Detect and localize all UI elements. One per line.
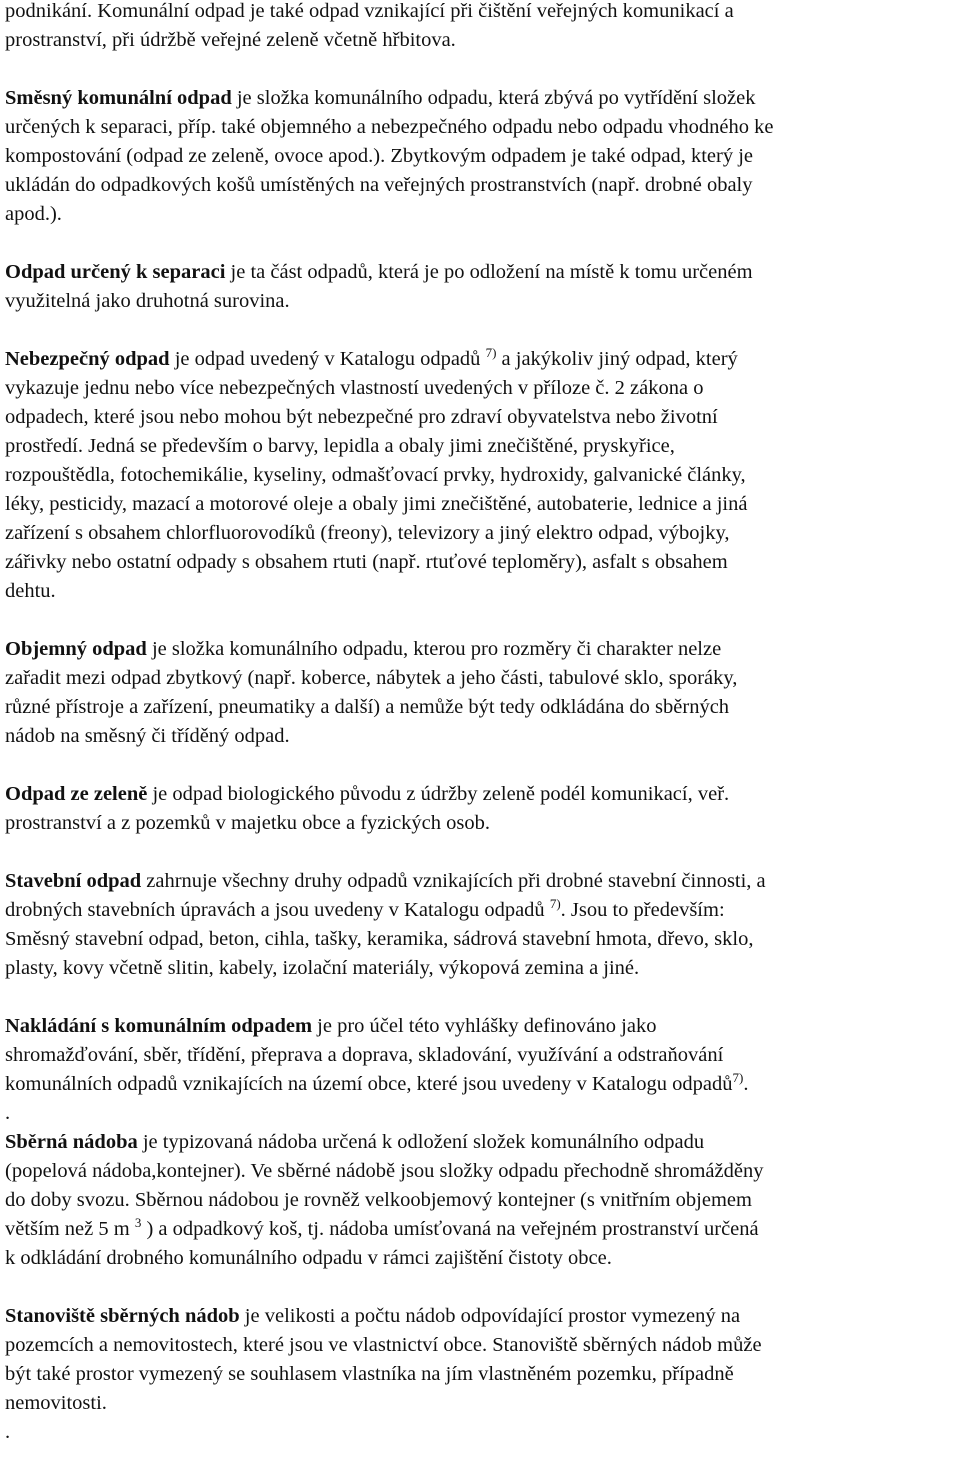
paragraph-nakladani-s-komunalnim-odpadem <box>5 1012 955 1128</box>
footnote-reference: 7) <box>732 1070 744 1085</box>
paragraph-text: je typizovaná nádoba určená k odložení složek komunálního odpadu (popelová nádoba,kontejner). Ve sběrné nádobě jsou složky odpadu přechodně shromážděny do doby svozu. Sběrnou nádobou je rovněž velkoobjemový kontejner (s vnitřním objemem větším než 5 m <box>5 1131 764 1240</box>
superscript-exponent: 3 <box>134 1215 142 1230</box>
definition-term: Stavební odpad <box>5 870 142 892</box>
definition-term: Směsný komunální odpad <box>5 87 232 109</box>
definition-term: Objemný odpad <box>5 638 147 660</box>
paragraph-text: je složka komunálního odpadu, kterou pro rozměry či charakter nelze zařadit mezi odpad zbytkový (např. koberce, nábytek a jeho části, tabulové sklo, sporáky, různé přístroje a zařízení, pneumatiky a další) a nemůže být tedy odkládána do sběrných nádob na směsný či tříděný odpad. <box>5 638 738 747</box>
paragraph-text: je odpad uvedený v Katalogu odpadů <box>169 348 486 370</box>
paragraph-text: je složka komunálního odpadu, která zbývá po vytřídění složek určených k separaci, příp. také objemného a nebezpečného odpadu nebo odpadu vhodného ke kompostování (odpad ze zeleně, ovoce apod.). Zbytkovým odpadem je také odpad, který je ukládán do odpadkových košů umístěných na veřejných prostranstvích (např. drobné obaly apod.). <box>5 87 774 225</box>
paragraph-text: . Jsou to především: Směsný stavební odpad, beton, cihla, tašky, keramika, sádrová stavební hmota, dřevo, sklo, plasty, kovy včetně slitin, kabely, izolační materiály, výkopová zemina a jiné. <box>5 899 754 979</box>
paragraph-text: zahrnuje všechny druhy odpadů vznikajících při drobné stavební činnosti, a drobných stavebních úpravách a jsou uvedeny v Katalogu odpadů <box>5 870 766 921</box>
paragraph-text: je pro účel této vyhlášky definováno jako shromažďování, sběr, třídění, přeprava a doprava, skladování, využívání a odstraňování komunálních odpadů vznikajících na území obce, které jsou uvedeny v Katalogu odpadů <box>5 1015 733 1095</box>
paragraph-stavebni-odpad <box>5 867 955 983</box>
footnote-reference: 7) <box>549 896 561 911</box>
document-page <box>5 0 955 1447</box>
paragraph-text: je ta část odpadů, která je po odložení na místě k tomu určeném využitelná jako druhotná surovina. <box>5 261 753 312</box>
paragraph-text: podnikání. Komunální odpad je také odpad vznikající při čištění veřejných komunikací a prostranství, při údržbě veřejné zeleně včetně hřbitova. <box>5 0 734 51</box>
paragraph-text: je velikosti a počtu nádob odpovídající prostor vymezený na pozemcích a nemovitostech, které jsou ve vlastnictví obce. Stanoviště sběrných nádob může být také prostor vymezený se souhlasem vlastníka na jím vlastněném pozemku, případně nemovitosti. . <box>5 1305 762 1443</box>
paragraph-smesny-komunalni-odpad <box>5 84 955 229</box>
paragraph-nebezpecny-odpad <box>5 345 955 606</box>
paragraph-text: je odpad biologického původu z údržby zeleně podél komunikací, veř. prostranství a z pozemků v majetku obce a fyzických osob. <box>5 783 730 834</box>
footnote-reference: 7) <box>485 345 497 360</box>
definition-term: Nebezpečný odpad <box>5 348 170 370</box>
definition-term: Stanoviště sběrných nádob <box>5 1305 240 1327</box>
paragraph-text: a jakýkoliv jiný odpad, který vykazuje jednu nebo více nebezpečných vlastností uvedených v příloze č. 2 zákona o odpadech, které jsou nebo mohou být nebezpečné pro zdraví obyvatelstva nebo životní prostředí. Jedná se především o barvy, lepidla a obaly jimi znečištěné, pryskyřice, rozpouštědla, fotochemikálie, kyseliny, odmašťovací prvky, hydroxidy, galvanické články, léky, pesticidy, mazací a motorové oleje a obaly jimi znečištěné, autobaterie, lednice a jiná zařízení s obsahem chlorfluorovodíků (freony), televizory a jiný elektro odpad, výbojky, zářivky nebo ostatní odpady s obsahem rtuti (např. rtuťové teploměry), asfalt s obsahem dehtu. <box>5 348 748 602</box>
definition-term: Nakládání s komunálním odpadem <box>5 1015 313 1037</box>
paragraph-stanoviste-sbernych-nadob <box>5 1302 955 1447</box>
paragraph-sberna-nadoba <box>5 1128 955 1273</box>
paragraph-odpad-urceny-k-separaci <box>5 258 955 316</box>
paragraph-odpad-ze-zelene <box>5 780 955 838</box>
paragraph-komunalni-odpad-continuation <box>5 0 955 55</box>
paragraph-text: ) a odpadkový koš, tj. nádoba umísťovaná na veřejném prostranství určená k odkládání drobného komunálního odpadu v rámci zajištění čistoty obce. <box>5 1218 759 1269</box>
paragraph-objemny-odpad <box>5 635 955 751</box>
definition-term: Odpad ze zeleně <box>5 783 148 805</box>
definition-term: Sběrná nádoba <box>5 1131 138 1153</box>
paragraph-text: . . <box>5 1073 749 1124</box>
definition-term: Odpad určený k separaci <box>5 261 226 283</box>
